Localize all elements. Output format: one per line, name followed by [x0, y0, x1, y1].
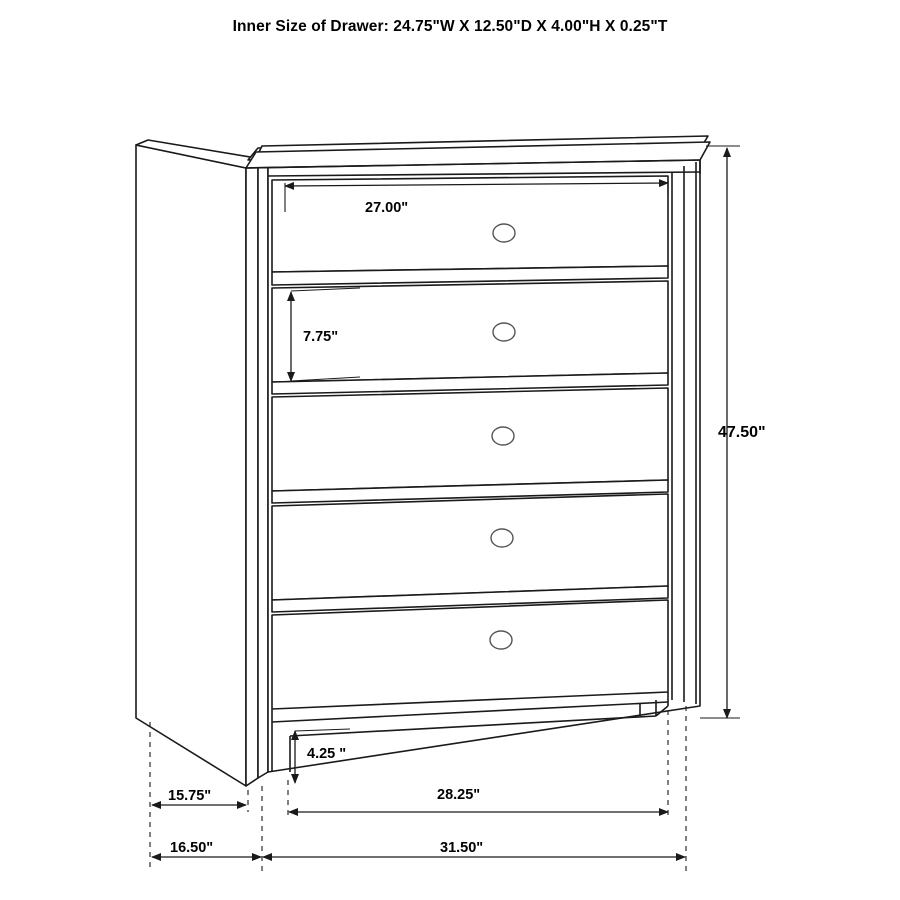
dim-label-overall-height: 47.50" — [718, 424, 766, 441]
dim-label-base-height: 4.25 " — [307, 746, 347, 762]
dim-label-side-depth-upper: 15.75" — [168, 788, 212, 804]
dim-label-drawer-height: 7.75" — [303, 329, 339, 345]
dim-label-top-width: 27.00" — [365, 200, 409, 216]
chest-body — [136, 136, 710, 786]
dim-label-front-width-outer: 31.50" — [440, 840, 484, 856]
dim-label-side-depth-lower: 16.50" — [170, 840, 214, 856]
page-title: Inner Size of Drawer: 24.75"W X 12.50"D X 4.00"H X 0.25"T — [232, 18, 668, 35]
dim-label-front-width-inner: 28.25" — [437, 787, 481, 803]
